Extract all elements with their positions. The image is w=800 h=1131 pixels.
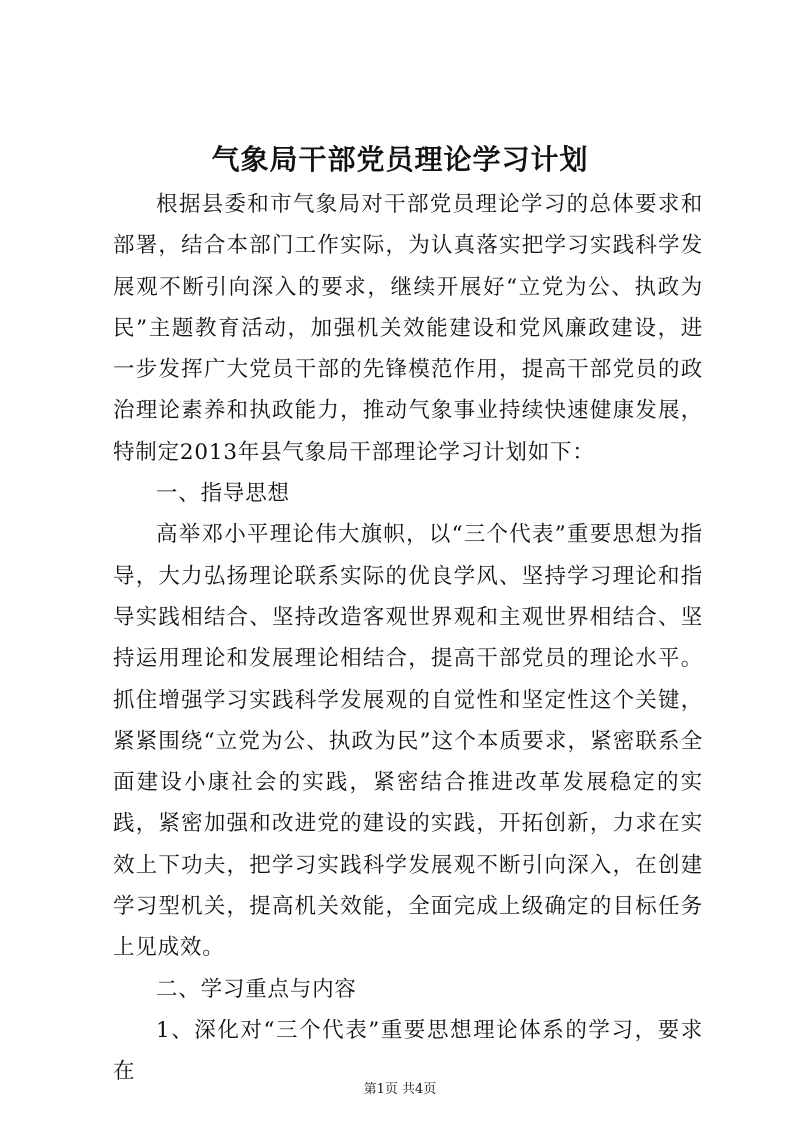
document-title: 气象局干部党员理论学习计划 [211, 143, 589, 176]
guiding-ideology-paragraph: 高举邓小平理论伟大旗帜，以“三个代表”重要思想为指导，大力弘扬理论联系实际的优良学风、坚持学习理论和指导实践相结合、坚持改造客观世界观和主观世界相结合、坚持运用理论和发展理论相结合，提高干部党员的理论水平。抓住增强学习实践科学发展观的自觉性和坚定性这个关键，紧紧围绕“立党为公、执政为民”这个本质要求，紧密联系全面建设小康社会的实践，紧密结合推进改革发展稳定的实践，紧密加强和改进党的建设的实践，开拓创新，力求在实效上下功夫，把学习实践科学发展观不断引向深入，在创建学习型机关，提高机关效能，全面完成上级确定的目标任务上见成效。 [113, 522, 703, 961]
section-heading-study-focus: 二、学习重点与内容 [156, 976, 357, 1002]
intro-paragraph: 根据县委和市气象局对干部党员理论学习的总体要求和部署，结合本部门工作实际，为认真落实把学习实践科学发展观不断引向深入的要求，继续开展好“立党为公、执政为民”主题教育活动，加强机关效能建设和党风廉政建设，进一步发挥广大党员干部的先锋模范作用，提高干部党员的政治理论素养和执政能力，推动气象事业持续快速健康发展，特制定2013年县气象局干部理论学习计划如下： [113, 192, 703, 465]
study-item-1-paragraph: 1、深化对“三个代表”重要思想理论体系的学习，要求在 [113, 1017, 703, 1085]
page-footer: 第1页 共4页 [363, 1082, 437, 1097]
document-body [113, 184, 703, 1093]
section-heading-guiding-ideology: 一、指导思想 [156, 481, 290, 507]
